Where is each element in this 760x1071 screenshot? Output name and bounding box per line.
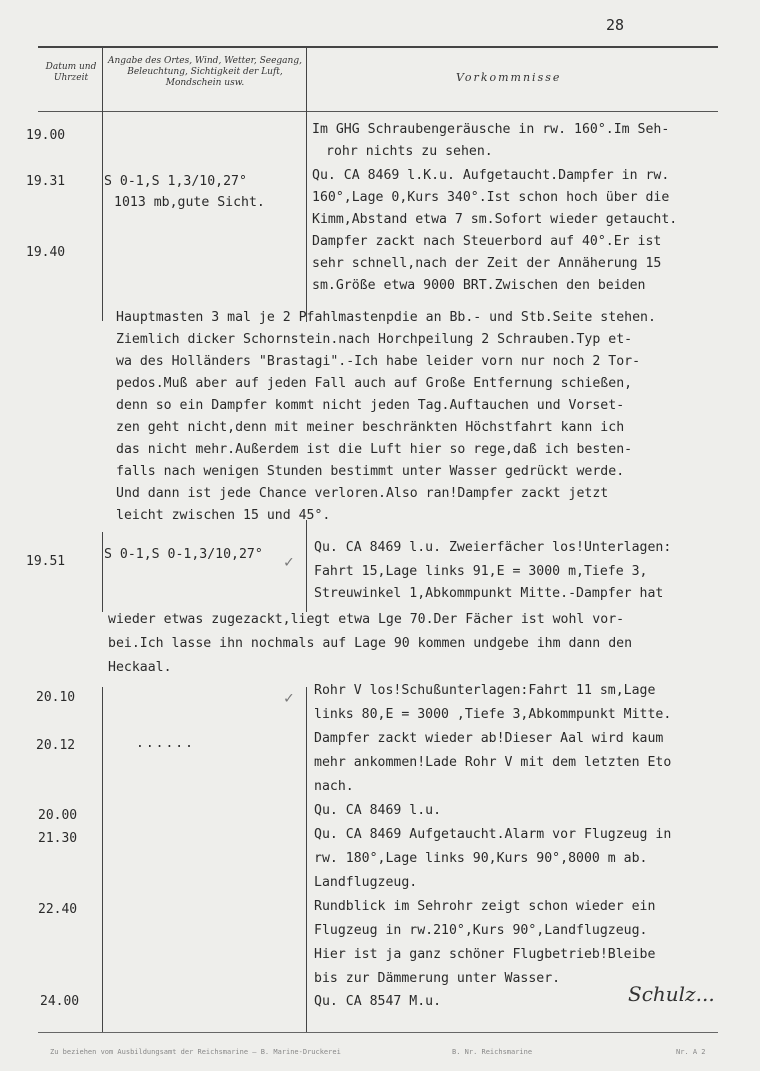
- event-line: wieder etwas zugezackt,liegt etwa Lge 70.Der Fächer ist wohl vor-: [108, 612, 625, 627]
- column-divider-1c: [102, 687, 103, 1032]
- time-entry: 20.12: [36, 738, 76, 753]
- event-line: Ziemlich dicker Schornstein.nach Horchpeilung 2 Schrauben.Typ et-: [116, 332, 633, 347]
- event-line: mehr ankommen!Lade Rohr V mit dem letzten Eto: [314, 755, 672, 770]
- event-line: leicht zwischen 15 und 45°.: [116, 508, 331, 523]
- time-entry: 19.00: [26, 128, 66, 143]
- event-line: Hier ist ja ganz schöner Flugbetrieb!Bleibe: [314, 947, 656, 962]
- time-entry: 19.51: [26, 554, 66, 569]
- handwritten-mark: ✓: [284, 688, 294, 707]
- column-divider-2: [306, 46, 307, 322]
- event-line: denn so ein Dampfer kommt nicht jeden Tag.Auftauchen und Vorset-: [116, 398, 625, 413]
- handwritten-mark: ✓: [284, 552, 294, 571]
- event-line: sehr schnell,nach der Zeit der Annäherung 15: [312, 256, 662, 271]
- event-line: Dampfer zackt nach Steuerbord auf 40°.Er ist: [312, 234, 662, 249]
- time-entry: 24.00: [40, 994, 80, 1009]
- event-line: Flugzeug in rw.210°,Kurs 90°,Landflugzeug.: [314, 923, 648, 938]
- event-line: Qu. CA 8469 Aufgetaucht.Alarm vor Flugzeug in: [314, 827, 672, 842]
- event-line: Rundblick im Sehrohr zeigt schon wieder ein: [314, 899, 656, 914]
- event-line: das nicht mehr.Außerdem ist die Luft hier so rege,daß ich besten-: [116, 442, 633, 457]
- weather-entry: S 0-1,S 0-1,3/10,27°: [104, 547, 263, 562]
- event-line: Und dann ist jede Chance verloren.Also ran!Dampfer zackt jetzt: [116, 486, 609, 501]
- header-rule: [38, 111, 718, 112]
- top-rule: [38, 46, 718, 48]
- event-line: bei.Ich lasse ihn nochmals auf Lage 90 kommen undgebe ihm dann den: [108, 636, 633, 651]
- event-line: falls nach wenigen Stunden bestimmt unter Wasser gedrückt werde.: [116, 464, 625, 479]
- event-line: Fahrt 15,Lage links 91,E = 3000 m,Tiefe 3,: [314, 564, 648, 579]
- time-entry: 22.40: [38, 902, 78, 917]
- header-date-time: Datum und Uhrzeit: [45, 62, 97, 83]
- time-entry: 20.00: [38, 808, 78, 823]
- bottom-rule: [38, 1032, 718, 1033]
- event-line: Qu. CA 8469 l.u. Zweierfächer los!Unterlagen:: [314, 540, 672, 555]
- weather-entry: ......: [136, 736, 195, 751]
- event-line: Qu. CA 8469 l.K.u. Aufgetaucht.Dampfer in rw.: [312, 168, 670, 183]
- event-line: rw. 180°,Lage links 90,Kurs 90°,8000 m ab.: [314, 851, 648, 866]
- signature: Schulz...: [628, 982, 715, 1006]
- event-line: nach.: [314, 779, 354, 794]
- event-line: pedos.Muß aber auf jeden Fall auch auf Große Entfernung schießen,: [116, 376, 633, 391]
- event-line: Hauptmasten 3 mal je 2 Pfahlmastenpdie an Bb.- und Stb.Seite stehen.: [116, 310, 656, 325]
- event-line: Streuwinkel 1,Abkommpunkt Mitte.-Dampfer hat: [314, 586, 664, 601]
- time-entry: 20.10: [36, 690, 76, 705]
- event-line: zen geht nicht,denn mit meiner beschränkten Höchstfahrt kann ich: [116, 420, 625, 435]
- event-line: Qu. CA 8547 M.u.: [314, 994, 442, 1009]
- event-line: sm.Größe etwa 9000 BRT.Zwischen den beiden: [312, 278, 646, 293]
- event-line: Landflugzeug.: [314, 875, 418, 890]
- event-line: links 80,E = 3000 ,Tiefe 3,Abkommpunkt Mitte.: [314, 707, 672, 722]
- weather-entry: S 0-1,S 1,3/10,27°: [104, 174, 247, 189]
- column-divider-1b: [102, 532, 103, 612]
- footer-right: Nr. A 2: [676, 1048, 706, 1056]
- footer-mid: B. Nr. Reichsmarine: [452, 1048, 533, 1056]
- event-line: bis zur Dämmerung unter Wasser.: [314, 971, 561, 986]
- weather-entry: 1013 mb,gute Sicht.: [114, 195, 265, 210]
- time-entry: 21.30: [38, 831, 78, 846]
- time-entry: 19.31: [26, 174, 66, 189]
- event-line: Dampfer zackt wieder ab!Dieser Aal wird kaum: [314, 731, 664, 746]
- event-line: Heckaal.: [108, 660, 172, 675]
- header-location-weather: Angabe des Ortes, Wind, Wetter, Seegang, Beleuchtung, Sichtigkeit der Luft, Mondschein usw.: [108, 56, 302, 88]
- event-line: Kimm,Abstand etwa 7 sm.Sofort wieder getaucht.: [312, 212, 678, 227]
- time-entry: 19.40: [26, 245, 66, 260]
- column-divider-1: [102, 46, 103, 321]
- event-line: 160°,Lage 0,Kurs 340°.Ist schon hoch über die: [312, 190, 670, 205]
- column-divider-2b: [306, 520, 307, 612]
- column-divider-2c: [306, 687, 307, 1032]
- header-events: Vorkommnisse: [456, 71, 562, 84]
- event-line: Rohr V los!Schußunterlagen:Fahrt 11 sm,Lage: [314, 683, 656, 698]
- event-line: Qu. CA 8469 l.u.: [314, 803, 442, 818]
- page-number: 28: [606, 16, 625, 34]
- footer-left: Zu beziehen vom Ausbildungsamt der Reichsmarine — B. Marine-Druckerei: [50, 1048, 341, 1056]
- event-line: Im GHG Schraubengeräusche in rw. 160°.Im Seh-: [312, 122, 670, 137]
- event-line: wa des Holländers "Brastagi".-Ich habe leider vorn nur noch 2 Tor-: [116, 354, 641, 369]
- event-line: rohr nichts zu sehen.: [326, 144, 493, 159]
